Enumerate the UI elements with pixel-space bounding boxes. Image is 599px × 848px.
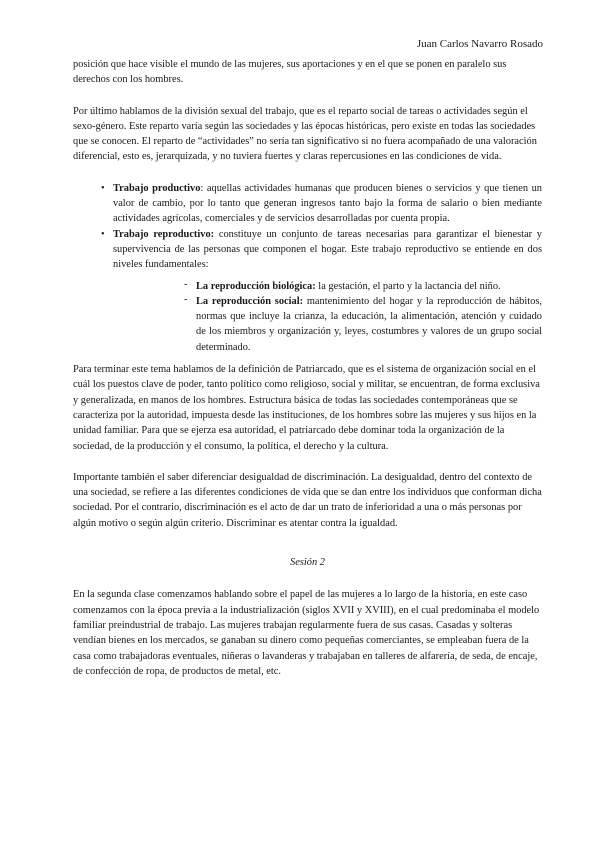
intro-paragraph: posición que hace visible el mundo de las mujeres, sus aportaciones y en el que se ponen en paralelo sus derechos con los hombres. (73, 59, 507, 86)
term-biological: La reproducción biológica: (196, 280, 316, 292)
session-paragraph: En la segunda clase comenzamos hablando sobre el papel de las mujeres a lo largo de la historia, en este caso comenzamos con la época previa a la industrialización (siglos XVII y XVIII), en el cual predominaba el modelo familiar preindustrial de trabajo. Las mujeres trabajan regularmente fuera de sus casas. Casadas y solteras vendían bienes en los mercados, se ganaban su dinero como pequeñas comerciantes, se empleaban fuera de la casa como trabajadoras eventuales, niñeras o lavanderas y trabajaban en talleres de alfarería, de seda, de encaje, de confección de ropa, de productos de metal, etc. (73, 589, 540, 677)
session-heading: Sesión 2 (290, 557, 325, 569)
definition-social: mantenimiento del hogar y la reproducción de hábitos, normas que incluye la crianza, la educación, la alimentación, atención y cuidado de los miembros y organización y, leyes, costumbres y valores de un grupo social determinado. (196, 295, 542, 353)
work-types-list (73, 181, 542, 355)
division-sexual-paragraph: Por último hablamos de la división sexual del trabajo, que es el reparto social de tareas o actividades según el sexo-género. Este reparto varía según las sociedades y las épocas históricas, pero existe en todas las sociedades que se conocen. El reparto de “actividades” no sería tan significativo si no fuera acompañado de una valoración diferencial, esto es, jerarquizada, y no tuviera fuertes y claras repercusiones en las condiciones de vida. (73, 105, 537, 163)
term-reproductive: Trabajo reproductivo: (113, 228, 215, 240)
desigualdad-paragraph: Importante también el saber diferenciar desigualdad de discriminación. La desigualdad, dentro del contexto de una sociedad, se refiere a las diferentes condiciones de vida que se dan entre los individuos que conforman dicha sociedad. Por el contrario, discriminación es el acto de dar un trato de inferioridad a una o más personas por algún motivo o según algún criterio. Discriminar es atentar contra la igualdad. (73, 471, 542, 529)
definition-reproductive: constituye un conjunto de tareas necesarias para garantizar el bienestar y supervivencia de las personas que componen el hogar. Este trabajo reproductivo se entiende en dos niveles fundamentales: (113, 228, 542, 271)
term-social: La reproducción social: (196, 295, 304, 307)
term-productive: Trabajo productivo (113, 182, 201, 194)
reproduction-levels-list (113, 279, 542, 355)
list-item (73, 227, 542, 355)
definition-productive: : aquellas actividades humanas que producen bienes o servicios y que tienen un valor de cambio, por lo tanto que generan ingresos tanto bajo la forma de salario o bien mediante actividades agrícolas, comerciales y de servicios desarrolladas por cuenta propia. (113, 182, 542, 225)
page-header-author: Juan Carlos Navarro Rosado (416, 38, 543, 50)
document-body (73, 57, 542, 679)
list-item (113, 279, 542, 294)
patriarcado-paragraph: Para terminar este tema hablamos de la definición de Patriarcado, que es el sistema de organización social en el cuál los puestos clave de poder, tanto político como religioso, social y militar, se encuentran, de forma exclusiva y generalizada, en manos de los hombres. Estructura básica de todas las sociedades contemporáneas que se caracteriza por la autoridad, impuesta desde las instituciones, de los hombres sobre las mujeres y sus hijos en la unidad familiar. Para que se ejerza esa autoridad, el patriarcado debe dominar toda la organización de la sociedad, de la producción y el consumo, la política, el derecho y la cultura. (73, 364, 540, 452)
list-item (73, 181, 542, 227)
list-item (113, 294, 542, 355)
definition-biological: la gestación, el parto y la lactancia del niño. (315, 280, 501, 292)
